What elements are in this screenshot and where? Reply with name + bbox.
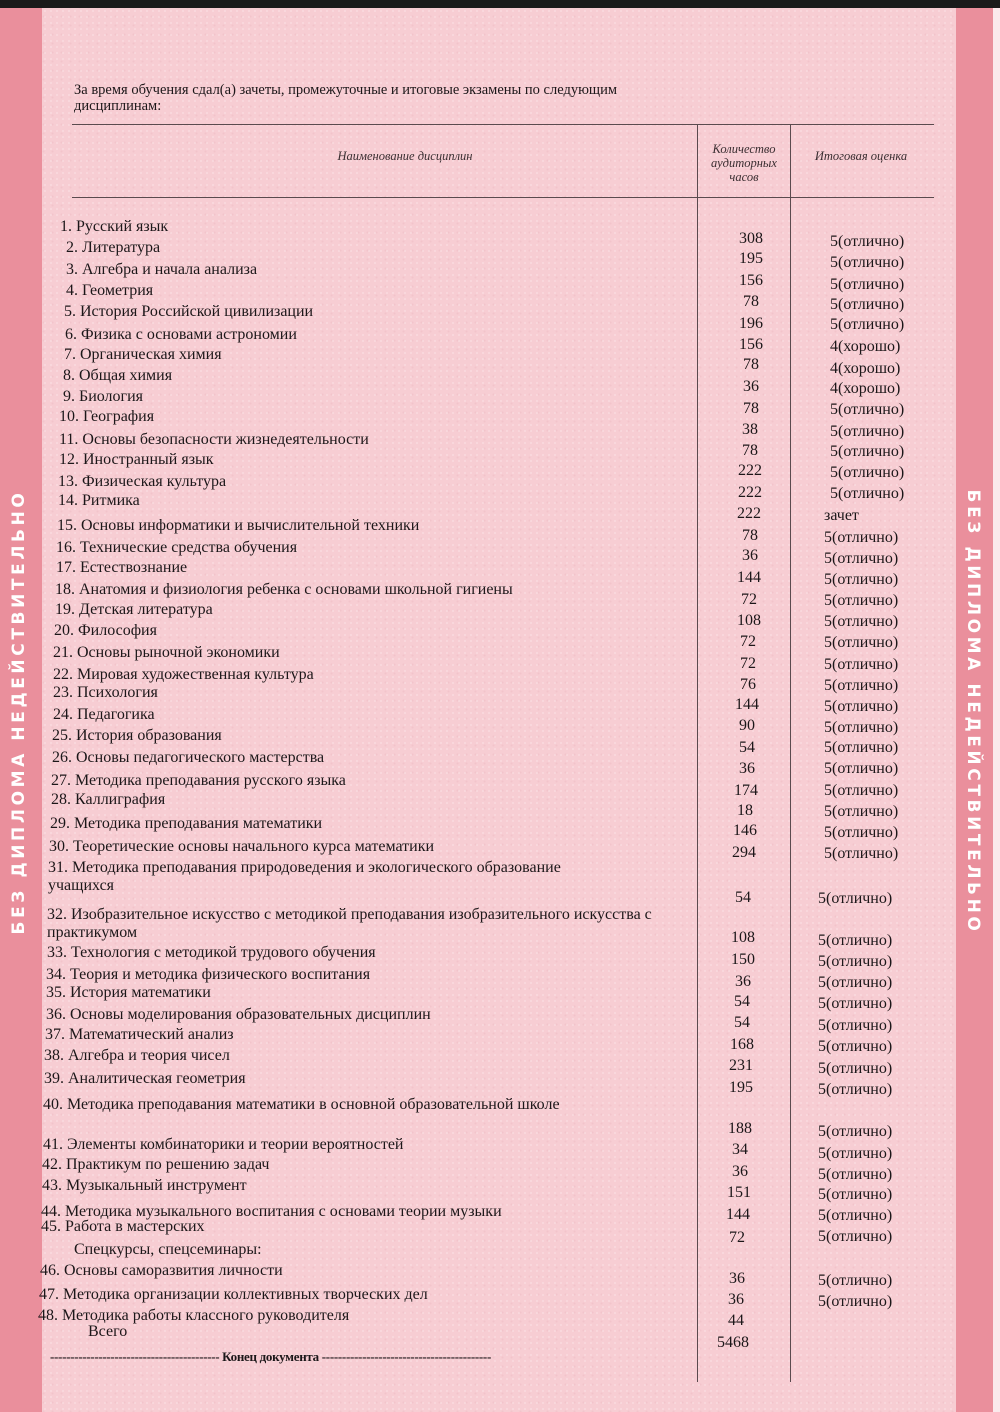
subject-name: 8. Общая химия (63, 367, 173, 384)
subject-hours: 108 (731, 929, 755, 946)
watermark-text-left: БЕЗ ДИПЛОМА НЕДЕЙСТВИТЕЛЬНО (9, 489, 29, 935)
subject-name: 16. Технические средства обучения (56, 539, 298, 556)
subject-grade: 5(отлично) (830, 233, 905, 250)
subject-name: 30. Теоретические основы начального курса математики (49, 838, 435, 855)
subject-hours: 188 (728, 1120, 752, 1137)
subject-grade: 5(отлично) (818, 1123, 893, 1140)
subject-hours: 196 (739, 315, 763, 332)
subject-hours: 144 (737, 569, 761, 586)
subject-name: 24. Педагогика (53, 706, 155, 723)
subject-grade: 5(отлично) (824, 592, 899, 609)
subject-grade: 5(отлично) (824, 739, 899, 756)
subject-hours: 146 (733, 822, 757, 839)
subject-grade: 5(отлично) (824, 698, 899, 715)
subject-grade: 5(отлично) (818, 1207, 893, 1224)
subject-grade: 5(отлично) (818, 1145, 893, 1162)
subject-name: 38. Алгебра и теория чисел (44, 1047, 230, 1064)
subject-hours: 54 (735, 889, 751, 906)
subject-hours: 36 (729, 1270, 745, 1287)
subject-hours: 231 (729, 1057, 753, 1074)
subject-name: Спецкурсы, спецсеминары: (74, 1241, 262, 1258)
subject-grade: 5(отлично) (824, 634, 899, 651)
subject-hours: 38 (742, 421, 758, 438)
subject-hours: 54 (739, 739, 755, 756)
subject-hours: 78 (743, 293, 759, 310)
subject-grade: 5(отлично) (818, 1060, 893, 1077)
subject-hours: 54 (734, 993, 750, 1010)
subject-grade: 5(отлично) (830, 443, 905, 460)
subject-name: 9. Биология (63, 388, 144, 405)
subject-name: 28. Каллиграфия (51, 791, 166, 808)
subject-name: 25. История образования (52, 727, 222, 744)
subject-grade: 5(отлично) (830, 254, 905, 271)
total-hours: 5468 (717, 1334, 749, 1351)
subject-grade: 5(отлично) (824, 613, 899, 630)
subject-name: 15. Основы информатики и вычислительной техники (57, 517, 420, 534)
subject-name: 32. Изобразительное искусство с методикой преподавания изобразительного искусства с практикумом (47, 906, 652, 941)
subject-name: 10. География (59, 408, 155, 425)
subject-name: 22. Мировая художественная культура (53, 666, 314, 683)
subject-hours: 108 (737, 612, 761, 629)
subject-name: 29. Методика преподавания математики (50, 815, 323, 832)
subject-grade: 5(отлично) (818, 1186, 893, 1203)
subject-name: 44. Методика музыкального воспитания с основами теории музыки (41, 1203, 502, 1220)
subject-grade: 5(отлично) (824, 719, 899, 736)
subject-hours: 36 (728, 1291, 744, 1308)
subject-grade: 5(отлично) (818, 995, 893, 1012)
header-grade: Итоговая оценка (814, 149, 908, 163)
subject-name: 4. Геометрия (66, 282, 154, 299)
subject-grade: 5(отлично) (830, 296, 905, 313)
subject-hours: 72 (741, 591, 757, 608)
subject-name: 14. Ритмика (58, 492, 140, 509)
subject-name: 45. Работа в мастерских (41, 1218, 205, 1235)
subject-grade: 5(отлично) (818, 1017, 893, 1034)
subject-hours: 294 (732, 844, 756, 861)
subject-grade: 5(отлично) (824, 824, 899, 841)
subject-name: 17. Естествознание (56, 559, 188, 576)
subject-grade: 5(отлично) (818, 890, 893, 907)
subject-name: 12. Иностранный язык (59, 451, 214, 468)
subject-grade: 5(отлично) (824, 760, 899, 777)
subject-name: 36. Основы моделирования образовательных дисциплин (46, 1006, 431, 1023)
subject-hours: 76 (740, 676, 756, 693)
watermark-text-right: БЕЗ ДИПЛОМА НЕДЕЙСТВИТЕЛЬНО (963, 489, 983, 935)
subject-hours: 156 (739, 336, 763, 353)
subject-name: 11. Основы безопасности жизнедеятельности (59, 431, 369, 448)
subject-name: 46. Основы саморазвития личности (40, 1262, 283, 1279)
subject-grade: 5(отлично) (818, 1272, 893, 1289)
subject-hours: 90 (739, 717, 755, 734)
scan-right-border (993, 8, 1000, 1412)
subject-grade: зачет (824, 507, 859, 524)
subject-grade: 5(отлично) (818, 932, 893, 949)
subject-name: 18. Анатомия и физиология ребенка с основами школьной гигиены (55, 581, 513, 598)
table-column-divider-2 (790, 124, 791, 1382)
subject-name: 23. Психология (53, 684, 158, 701)
subject-hours: 72 (729, 1229, 745, 1246)
subject-grade: 5(отлично) (818, 1038, 893, 1055)
subject-name: 27. Методика преподавания русского языка (51, 772, 346, 789)
subject-hours: 34 (732, 1141, 748, 1158)
subject-name: 42. Практикум по решению задач (42, 1156, 270, 1173)
subject-hours: 44 (728, 1312, 744, 1329)
subject-hours: 72 (740, 633, 756, 650)
subject-grade: 5(отлично) (830, 464, 905, 481)
subject-hours: 222 (737, 505, 761, 522)
subject-hours: 174 (734, 782, 758, 799)
subject-grade: 4(хорошо) (830, 360, 901, 377)
subject-grade: 5(отлично) (818, 953, 893, 970)
subject-name: 7. Органическая химия (64, 346, 222, 363)
header-hours: Количество аудиторных часов (711, 142, 777, 184)
subject-name: 37. Математический анализ (45, 1026, 234, 1043)
subject-name: 47. Методика организации коллективных творческих дел (39, 1286, 428, 1303)
subject-name: 31. Методика преподавания природоведения и экологического образование учащихся (48, 859, 561, 894)
subject-grade: 5(отлично) (818, 974, 893, 991)
subject-name: Всего (88, 1323, 128, 1340)
header-discipline: Наименование дисциплин (337, 149, 473, 163)
subject-hours: 54 (734, 1014, 750, 1031)
subject-grade: 5(отлично) (830, 316, 905, 333)
subject-hours: 144 (726, 1206, 750, 1223)
subject-grade: 5(отлично) (818, 1166, 893, 1183)
subject-grade: 5(отлично) (830, 276, 905, 293)
subject-grade: 5(отлично) (830, 485, 905, 502)
subject-hours: 222 (738, 484, 762, 501)
subject-name: 2. Литература (66, 239, 161, 256)
subject-hours: 150 (731, 951, 755, 968)
subject-grade: 5(отлично) (824, 529, 899, 546)
subject-name: 21. Основы рыночной экономики (53, 644, 280, 661)
table-top-rule (72, 124, 934, 125)
subject-hours: 156 (739, 272, 763, 289)
subject-hours: 36 (743, 378, 759, 395)
subject-name: 34. Теория и методика физического воспитания (46, 966, 371, 983)
subject-hours: 36 (735, 973, 751, 990)
subject-grade: 5(отлично) (830, 423, 905, 440)
subject-hours: 195 (739, 250, 763, 267)
subject-grade: 4(хорошо) (830, 380, 901, 397)
subject-hours: 36 (742, 547, 758, 564)
subject-name: 33. Технология с методикой трудового обучения (47, 944, 376, 961)
subject-name: 43. Музыкальный инструмент (42, 1177, 247, 1194)
subject-hours: 195 (729, 1079, 753, 1096)
scan-top-border (0, 0, 1000, 8)
subject-hours: 36 (739, 760, 755, 777)
subject-hours: 144 (735, 696, 759, 713)
subject-name: 39. Аналитическая геометрия (44, 1070, 246, 1087)
subject-name: 13. Физическая культура (58, 473, 227, 490)
subject-grade: 5(отлично) (824, 782, 899, 799)
subject-name: 5. История Российской цивилизации (64, 303, 314, 320)
table-header-rule (72, 197, 934, 198)
subject-name: 20. Философия (54, 622, 157, 639)
subject-grade: 5(отлично) (830, 401, 905, 418)
subject-grade: 5(отлично) (818, 1228, 893, 1245)
subject-grade: 5(отлично) (824, 571, 899, 588)
subject-hours: 308 (739, 230, 763, 247)
subject-hours: 222 (738, 462, 762, 479)
end-of-document: ------------------------------------------ Конец документа ------------------------------------------ (50, 1349, 491, 1364)
subject-name: 41. Элементы комбинаторики и теории вероятностей (43, 1136, 404, 1153)
subject-hours: 151 (727, 1184, 751, 1201)
subject-grade: 5(отлично) (824, 656, 899, 673)
subject-grade: 5(отлично) (818, 1293, 893, 1310)
subject-grade: 5(отлично) (824, 803, 899, 820)
subject-name: 3. Алгебра и начала анализа (66, 261, 258, 278)
subject-hours: 78 (742, 527, 758, 544)
subject-name: 1. Русский язык (60, 218, 169, 235)
subject-name: 26. Основы педагогического мастерства (52, 749, 325, 766)
subject-hours: 18 (737, 802, 753, 819)
subject-name: 19. Детская литература (55, 601, 213, 618)
subject-grade: 4(хорошо) (830, 338, 901, 355)
intro-text: За время обучения сдал(а) зачеты, промежуточные и итоговые экзамены по следующим дисциплинам: (74, 82, 618, 114)
subject-hours: 78 (743, 400, 759, 417)
subject-hours: 72 (740, 655, 756, 672)
subject-name: 35. История математики (46, 984, 211, 1001)
subject-hours: 36 (732, 1163, 748, 1180)
subject-grade: 5(отлично) (824, 550, 899, 567)
subject-grade: 5(отлично) (824, 845, 899, 862)
subject-hours: 78 (742, 442, 758, 459)
subject-hours: 78 (743, 356, 759, 373)
subject-grade: 5(отлично) (824, 677, 899, 694)
subject-hours: 168 (730, 1036, 754, 1053)
subject-name: 40. Методика преподавания математики в основной образовательной школе (43, 1096, 560, 1113)
subject-name: 6. Физика с основами астрономии (65, 326, 297, 343)
subject-grade: 5(отлично) (818, 1081, 893, 1098)
table-column-divider-1 (697, 124, 698, 1382)
subject-name: 48. Методика работы классного руководителя (38, 1307, 350, 1324)
